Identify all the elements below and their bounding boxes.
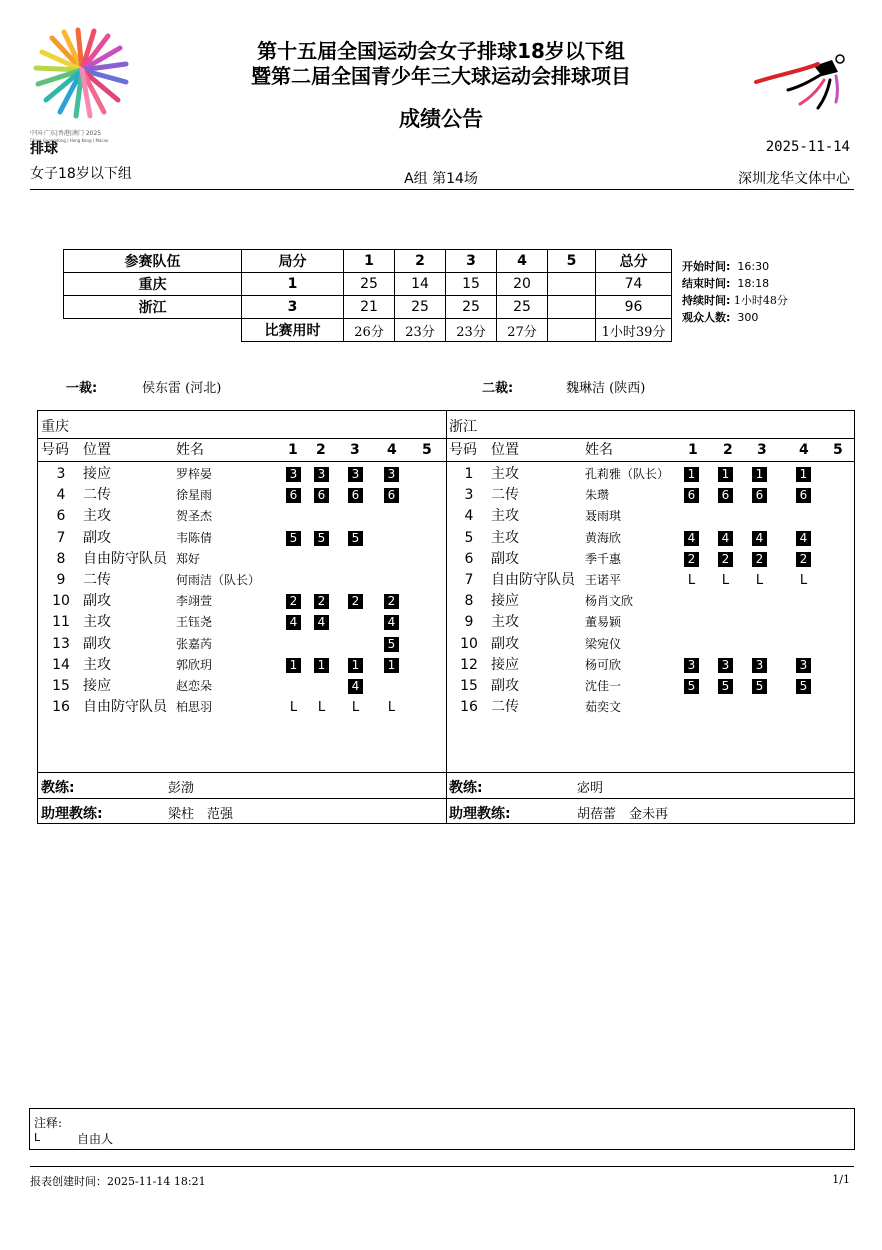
match-info xyxy=(682,258,788,326)
player-number: 5 xyxy=(464,529,474,546)
roster-divider xyxy=(447,772,854,773)
player-row xyxy=(447,697,854,718)
duration-row xyxy=(64,319,672,342)
player-number: 15 xyxy=(52,678,70,694)
player-position: 自由防守队员 xyxy=(491,572,575,588)
set3-header: 3 xyxy=(350,442,360,458)
score-table xyxy=(63,249,672,342)
player-row xyxy=(447,655,854,676)
header-divider xyxy=(30,189,854,190)
player-row xyxy=(447,634,854,655)
player-name: 韦陈倩 xyxy=(176,530,213,545)
team-col-header: 参赛队伍 xyxy=(64,250,242,273)
roster-divider xyxy=(38,461,446,462)
libero-mark: L xyxy=(387,700,396,716)
player-name: 朱瓒 xyxy=(585,488,610,503)
rotation-position: 2 xyxy=(384,594,399,609)
rotation-position: 3 xyxy=(796,658,811,673)
team-roster-left xyxy=(37,410,447,824)
spectators-label: 观众人数: xyxy=(682,311,731,324)
match-label: A组 第14场 xyxy=(404,171,478,187)
rotation-position: 2 xyxy=(314,594,329,609)
name-header: 姓名 xyxy=(176,442,204,458)
player-row xyxy=(38,528,446,549)
first-referee-name: 侯东雷 (河北) xyxy=(142,381,222,396)
rotation-position: 4 xyxy=(718,531,733,546)
sets-col-header: 局分 xyxy=(242,250,344,273)
roster-divider xyxy=(447,461,854,462)
rotation-position: 6 xyxy=(684,488,699,503)
player-position: 主攻 xyxy=(491,614,519,631)
player-number: 6 xyxy=(464,550,474,567)
second-referee-label: 二裁: xyxy=(482,381,514,396)
player-row xyxy=(38,697,446,718)
notes-meaning: 自由人 xyxy=(77,1132,114,1146)
rotation-position: 6 xyxy=(348,488,363,503)
player-row xyxy=(38,634,446,655)
set2-header: 2 xyxy=(316,442,326,458)
end-time: 18:18 xyxy=(737,277,770,290)
team-name: 重庆 xyxy=(41,419,69,435)
rotation-position: 3 xyxy=(384,467,399,482)
rotation-position: 1 xyxy=(286,658,301,673)
rotation-position: 2 xyxy=(718,552,733,567)
rotation-position: 6 xyxy=(718,488,733,503)
player-number: 16 xyxy=(52,699,70,716)
rotation-position: 3 xyxy=(348,467,363,482)
coach-label: 教练: xyxy=(41,780,75,796)
rotation-position: 2 xyxy=(286,594,301,609)
roster-divider xyxy=(447,798,854,799)
player-name: 沈佳一 xyxy=(585,679,622,693)
rotation-position: 2 xyxy=(796,552,811,567)
player-number: 6 xyxy=(56,508,66,525)
player-row xyxy=(38,464,446,485)
player-number: 15 xyxy=(460,678,478,694)
roster-divider xyxy=(38,798,446,799)
team-roster-right xyxy=(446,410,855,824)
player-number: 3 xyxy=(56,466,66,482)
set5-header: 5 xyxy=(833,442,843,458)
libero-mark: L xyxy=(687,573,696,588)
volleyball-player-icon xyxy=(752,50,852,110)
player-position: 主攻 xyxy=(491,508,519,525)
player-name: 罗梓晏 xyxy=(176,467,213,481)
libero-mark: L xyxy=(755,573,764,588)
spectators-count: 300 xyxy=(737,311,759,324)
player-row xyxy=(447,612,854,633)
rotation-position: 5 xyxy=(314,531,329,546)
rotation-position: 4 xyxy=(314,615,329,630)
second-referee-name: 魏琳洁 (陕西) xyxy=(566,381,646,396)
rotation-position: 2 xyxy=(684,552,699,567)
rotation-position: 3 xyxy=(718,658,733,673)
player-position: 二传 xyxy=(491,699,519,716)
score-header-row xyxy=(64,250,672,273)
player-position: 副攻 xyxy=(83,593,111,610)
duration-info: 1小时48分 xyxy=(733,294,788,307)
set-score: 14 xyxy=(395,273,446,296)
rotation-position: 5 xyxy=(286,531,301,546)
player-name: 黄海欣 xyxy=(585,530,622,545)
rotation-position: 2 xyxy=(752,552,767,567)
set2-col-header: 2 xyxy=(395,250,446,273)
player-row xyxy=(447,570,854,591)
player-row xyxy=(447,506,854,527)
set-score: 25 xyxy=(497,296,548,319)
player-number: 7 xyxy=(56,529,66,546)
player-row xyxy=(447,549,854,570)
player-row xyxy=(447,485,854,506)
set-score: 25 xyxy=(344,273,395,296)
rotation-position: 4 xyxy=(684,531,699,546)
team-name: 浙江 xyxy=(64,296,242,319)
rotation-position: 1 xyxy=(314,658,329,673)
rotation-position: 3 xyxy=(286,467,301,482)
player-position: 副攻 xyxy=(83,635,111,652)
player-position: 主攻 xyxy=(491,466,519,482)
assistant-coach-label: 助理教练: xyxy=(41,806,103,822)
player-row xyxy=(447,528,854,549)
venue-label: 深圳龙华文体中心 xyxy=(738,171,850,187)
footer-divider xyxy=(30,1166,854,1167)
player-name: 茹奕文 xyxy=(585,700,622,715)
player-row xyxy=(38,612,446,633)
player-position: 副攻 xyxy=(83,529,111,546)
category-label: 女子18岁以下组 xyxy=(30,166,132,182)
set4-col-header: 4 xyxy=(497,250,548,273)
rotation-position: 1 xyxy=(718,467,733,482)
logo-caption-en: China Guangdong | Hong Kong | Macao xyxy=(30,138,109,143)
player-name: 董易颖 xyxy=(585,615,622,630)
roster-header xyxy=(38,439,446,461)
set5-col-header: 5 xyxy=(548,250,596,273)
total-col-header: 总分 xyxy=(596,250,672,273)
libero-mark: L xyxy=(289,700,298,716)
sport-label: 排球 xyxy=(30,141,58,157)
player-number: 13 xyxy=(52,635,70,652)
player-name: 杨可欣 xyxy=(585,657,622,672)
set1-col-header: 1 xyxy=(344,250,395,273)
player-name: 孔莉雅（队长） xyxy=(585,467,670,481)
player-position: 二传 xyxy=(491,487,519,504)
notes-key: L xyxy=(34,1131,41,1144)
coach-name: 宓明 xyxy=(577,781,604,796)
player-position: 副攻 xyxy=(491,550,519,567)
player-position: 接应 xyxy=(83,678,111,694)
total-duration: 1小时39分 xyxy=(596,319,672,342)
rotation-position: 4 xyxy=(348,679,363,694)
player-number: 8 xyxy=(56,550,66,567)
rotation-position: 3 xyxy=(314,467,329,482)
number-header: 号码 xyxy=(41,442,69,458)
player-name: 梁宛仪 xyxy=(585,636,622,651)
set-duration xyxy=(548,319,596,342)
player-name: 王诺平 xyxy=(585,573,622,587)
player-name: 徐星雨 xyxy=(176,488,213,503)
player-name: 郭欣玥 xyxy=(176,657,213,672)
player-number: 3 xyxy=(464,487,474,504)
set-duration: 27分 xyxy=(497,319,548,342)
player-number: 4 xyxy=(56,487,66,504)
rotation-position: 1 xyxy=(752,467,767,482)
rotation-position: 6 xyxy=(314,488,329,503)
player-number: 9 xyxy=(56,572,66,588)
score-row-team-1 xyxy=(64,273,672,296)
notes-label: 注释: xyxy=(34,1116,63,1130)
set-score: 25 xyxy=(446,296,497,319)
rotation-position: 1 xyxy=(348,658,363,673)
player-number: 14 xyxy=(52,656,70,673)
assistant-coach-label: 助理教练: xyxy=(449,806,511,822)
player-name: 王钰尧 xyxy=(176,615,213,630)
rotation-position: 4 xyxy=(286,615,301,630)
bulletin-title: 成绩公告 xyxy=(399,107,483,131)
set3-col-header: 3 xyxy=(446,250,497,273)
end-time-label: 结束时间: xyxy=(682,277,731,290)
set-duration: 23分 xyxy=(395,319,446,342)
player-number: 7 xyxy=(464,572,474,588)
rotation-position: 6 xyxy=(796,488,811,503)
event-title-line1: 第十五届全国运动会女子排球18岁以下组 xyxy=(257,39,625,63)
rotation-position: 6 xyxy=(384,488,399,503)
duration-info-label: 持续时间: xyxy=(682,294,731,307)
assistant-coach-names: 梁柱 范强 xyxy=(168,807,234,822)
rotation-position: 3 xyxy=(752,658,767,673)
player-number: 11 xyxy=(52,614,70,631)
rotation-position: 6 xyxy=(286,488,301,503)
player-position: 副攻 xyxy=(491,635,519,652)
player-position: 接应 xyxy=(83,466,111,482)
number-header: 号码 xyxy=(449,442,477,458)
player-position: 主攻 xyxy=(491,529,519,546)
set2-header: 2 xyxy=(723,442,733,458)
set-score: 21 xyxy=(344,296,395,319)
player-number: 12 xyxy=(460,656,478,673)
player-name: 贺圣杰 xyxy=(176,509,213,524)
player-name: 季千惠 xyxy=(585,551,622,566)
player-name: 柏思羽 xyxy=(176,700,213,715)
player-position: 二传 xyxy=(83,487,111,504)
player-number: 9 xyxy=(464,614,474,631)
volleyball-pictogram xyxy=(752,50,852,110)
team-name: 浙江 xyxy=(449,419,477,435)
player-number: 16 xyxy=(460,699,478,716)
event-title-line2: 暨第二届全国青少年三大球运动会排球项目 xyxy=(251,64,631,88)
set1-header: 1 xyxy=(688,442,698,458)
player-number: 1 xyxy=(464,466,474,482)
rotation-position: 5 xyxy=(796,679,811,694)
player-name: 郑好 xyxy=(176,551,201,566)
sets-won: 1 xyxy=(242,273,344,296)
player-name: 聂雨琪 xyxy=(585,509,622,524)
player-position: 二传 xyxy=(83,572,111,588)
start-time: 16:30 xyxy=(737,260,770,273)
libero-mark: L xyxy=(317,700,326,716)
sets-won: 3 xyxy=(242,296,344,319)
roster-header xyxy=(447,439,854,461)
assistant-coach-names: 胡蓓蕾 金未再 xyxy=(577,807,669,822)
total-points: 74 xyxy=(596,273,672,296)
player-number: 8 xyxy=(464,593,474,610)
set4-header: 4 xyxy=(387,442,397,458)
libero-mark: L xyxy=(351,700,360,716)
set-score: 15 xyxy=(446,273,497,296)
player-position: 接应 xyxy=(491,593,519,610)
player-name: 李翊萱 xyxy=(176,594,213,609)
logo-caption: 中国·广东|香港|澳门 2025 xyxy=(30,130,102,137)
duration-label: 比赛用时 xyxy=(242,319,344,342)
player-row xyxy=(447,676,854,697)
start-time-label: 开始时间: xyxy=(682,260,731,273)
team-name: 重庆 xyxy=(64,273,242,296)
set-duration: 26分 xyxy=(344,319,395,342)
coach-name: 彭渤 xyxy=(168,781,195,796)
player-number: 10 xyxy=(460,635,478,652)
duration-spacer xyxy=(64,319,242,342)
player-row xyxy=(447,591,854,612)
player-position: 副攻 xyxy=(491,678,519,694)
rotation-position: 6 xyxy=(752,488,767,503)
libero-mark: L xyxy=(721,573,730,588)
player-row xyxy=(447,464,854,485)
player-row xyxy=(38,655,446,676)
set-score xyxy=(548,296,596,319)
player-name: 赵恋朵 xyxy=(176,679,213,693)
player-row xyxy=(38,676,446,697)
player-position: 主攻 xyxy=(83,508,111,525)
set1-header: 1 xyxy=(288,442,298,458)
coach-label: 教练: xyxy=(449,780,483,796)
position-header: 位置 xyxy=(83,442,111,458)
player-position: 主攻 xyxy=(83,656,111,673)
set-score: 20 xyxy=(497,273,548,296)
rotation-position: 4 xyxy=(796,531,811,546)
rotation-position: 4 xyxy=(752,531,767,546)
set-score: 25 xyxy=(395,296,446,319)
player-row xyxy=(38,549,446,570)
position-header: 位置 xyxy=(491,442,519,458)
player-name: 何雨洁（队长） xyxy=(176,573,261,587)
player-row xyxy=(38,570,446,591)
player-row xyxy=(38,506,446,527)
rotation-position: 5 xyxy=(718,679,733,694)
first-referee-label: 一裁: xyxy=(66,381,98,396)
rotation-position: 4 xyxy=(384,615,399,630)
rotation-position: 5 xyxy=(684,679,699,694)
set-score xyxy=(548,273,596,296)
set3-header: 3 xyxy=(757,442,767,458)
player-number: 10 xyxy=(52,593,70,610)
set5-header: 5 xyxy=(422,442,432,458)
roster-divider xyxy=(38,772,446,773)
rotation-position: 5 xyxy=(384,637,399,652)
report-created-time: 报表创建时间：2025-11-14 18:21 xyxy=(30,1175,206,1188)
set-duration: 23分 xyxy=(446,319,497,342)
rotation-position: 1 xyxy=(384,658,399,673)
player-position: 自由防守队员 xyxy=(83,699,167,716)
player-position: 自由防守队员 xyxy=(83,550,167,567)
player-name: 张嘉芮 xyxy=(176,636,213,651)
player-position: 接应 xyxy=(491,656,519,673)
notes-box xyxy=(29,1108,855,1150)
rotation-position: 1 xyxy=(684,467,699,482)
total-points: 96 xyxy=(596,296,672,319)
player-number: 4 xyxy=(464,508,474,525)
player-name: 杨肖文欣 xyxy=(585,594,634,609)
libero-mark: L xyxy=(799,573,808,588)
name-header: 姓名 xyxy=(585,442,613,458)
player-position: 主攻 xyxy=(83,614,111,631)
match-date: 2025-11-14 xyxy=(765,139,850,155)
player-row xyxy=(38,591,446,612)
rotation-position: 3 xyxy=(684,658,699,673)
set4-header: 4 xyxy=(799,442,809,458)
rotation-position: 5 xyxy=(348,531,363,546)
rotation-position: 5 xyxy=(752,679,767,694)
score-row-team-2 xyxy=(64,296,672,319)
player-row xyxy=(38,485,446,506)
rotation-position: 2 xyxy=(348,594,363,609)
rotation-position: 1 xyxy=(796,467,811,482)
page-number: 1/1 xyxy=(832,1173,850,1186)
